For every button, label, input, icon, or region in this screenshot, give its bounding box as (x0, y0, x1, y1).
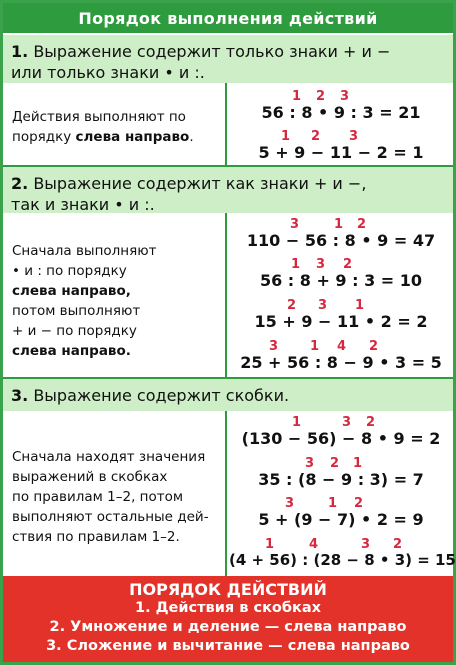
expression: 5 + 9 − 11 − 2 = 1 (258, 143, 424, 162)
section-2-rule: Сначала выполняют • и : по порядку слева направо, потом выполняют + и − по порядку слева направо. (12, 243, 157, 359)
footer-item-1: 1. Действия в скобках (135, 600, 321, 616)
example-3-2: 3 2 1 35 : (8 − 9 : 3) = 7 (258, 456, 424, 489)
footer-title: ПОРЯДОК ДЕЙСТВИЙ (129, 580, 327, 599)
section-1-heading-line2: или только знаки • и :. (11, 63, 205, 82)
section-2-divider (225, 213, 227, 377)
section-3-divider (225, 411, 227, 576)
example-1-2 (229, 129, 453, 162)
example-3-4: 1 4 3 2 (4 + 56) : (28 − 8 • 3) = 15 (229, 537, 456, 569)
example-3-3: 3 1 2 5 + (9 − 7) • 2 = 9 (258, 496, 424, 529)
section-3-heading (3, 379, 453, 411)
order-numbers: 1 2 3 (281, 129, 359, 144)
section-1-rule: Действия выполняют по порядку слева направо. (12, 109, 194, 145)
example-2-1: 3 1 2 110 − 56 : 8 • 9 = 47 (246, 217, 436, 250)
section-1-divider (225, 83, 227, 165)
section-1-heading (3, 35, 453, 83)
example-1-1 (229, 89, 453, 122)
footer-item-2: 2. Умножение и деление — слева направо (49, 619, 407, 635)
section-1-heading-line1: Выражение содержит только знаки + и − (33, 42, 391, 61)
section-2-heading (3, 167, 453, 213)
order-numbers: 1 2 3 (292, 89, 350, 104)
example-3-1: 1 3 2 (130 − 56) − 8 • 9 = 2 (241, 415, 441, 448)
section-3-number: 3. (11, 386, 29, 405)
footer-item-3: 3. Сложение и вычитание — слева направо (46, 638, 410, 654)
section-2-number: 2. (11, 174, 29, 193)
example-2-4: 3 1 4 2 25 + 56 : 8 − 9 • 3 = 5 (240, 339, 442, 372)
example-2-2: 1 3 2 56 : 8 + 9 : 3 = 10 (259, 257, 423, 290)
section-1-number: 1. (11, 42, 29, 61)
example-2-3: 2 3 1 15 + 9 − 11 • 2 = 2 (254, 298, 428, 331)
section-2-heading-line2: так и знаки • и :. (11, 195, 155, 214)
section-3-rule: Сначала находят значения выражений в скобках по правилам 1–2, потом выполняют остальные дей- ствия по правилам 1–2. (12, 449, 209, 545)
section-2-heading-line1: Выражение содержит как знаки + и −, (33, 174, 367, 193)
card-title: Порядок выполнения действий (3, 3, 453, 33)
section-3-heading-line1: Выражение содержит скобки. (33, 386, 290, 405)
summary-footer (3, 576, 453, 662)
emphasis-left-to-right: слева направо (75, 129, 190, 145)
expression: 56 : 8 • 9 : 3 = 21 (261, 103, 421, 122)
